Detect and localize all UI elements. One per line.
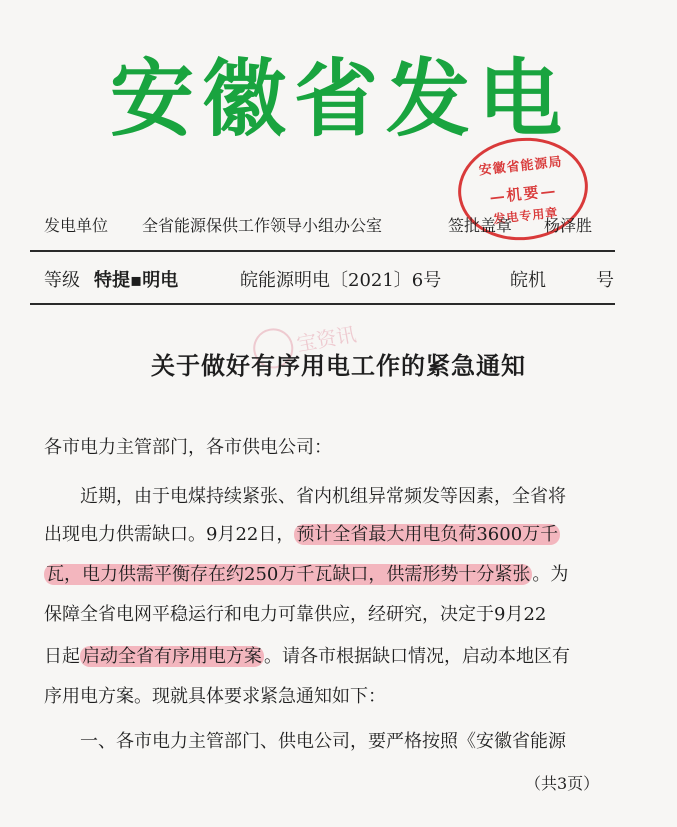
watermark-text: 宝资讯 <box>294 321 359 357</box>
number-label: 号 <box>596 270 614 291</box>
seal-line-2: —机要— <box>488 181 559 207</box>
sender-row <box>44 213 634 241</box>
signer-label: 签批盖章 <box>448 216 513 235</box>
sender-label: 发电单位 <box>44 216 109 235</box>
paragraph-line: 保障全省电网平稳运行和电力可靠供应，经研究，决定于9月22 <box>44 604 547 625</box>
level-value: 特提▪明电 <box>94 270 179 291</box>
paragraph-line: 近期，由于电煤持续紧张、省内机组异常频发等因素，全省将 <box>80 486 566 507</box>
salutation: 各市电力主管部门，各市供电公司： <box>44 437 332 458</box>
text-segment: 日起 <box>44 646 80 667</box>
highlighted-text: 瓦，电力供需平衡存在约250万千瓦缺口，供需形势十分紧张 <box>46 564 531 585</box>
doc-number: 皖能源明电〔2021〕6号 <box>240 270 442 291</box>
level-label: 等级 <box>44 270 80 291</box>
paragraph-line <box>44 642 570 672</box>
highlighted-text: 预计全省最大用电负荷3600万千 <box>296 524 559 545</box>
divider-top <box>30 250 615 252</box>
document-title: 关于做好有序用电工作的紧急通知 <box>151 351 526 380</box>
paragraph-line: 一、各市电力主管部门、供电公司，要严格按照《安徽省能源 <box>80 731 566 752</box>
seal-line-3: 发电专用章 <box>492 205 559 227</box>
document-header-title: 安徽省发电 <box>110 50 571 148</box>
meta-row <box>44 266 624 294</box>
seal-line-1: 安徽省能源局 <box>478 154 564 179</box>
text-segment: 出现电力供需缺口。9月22日， <box>44 524 295 545</box>
paragraph-line <box>44 560 568 590</box>
signer-name: 杨泽胜 <box>544 216 593 235</box>
text-segment: 。请各市根据缺口情况，启动本地区有 <box>264 646 570 667</box>
highlighted-text: 启动全省有序用电方案 <box>82 646 262 667</box>
text-segment: 。为 <box>532 564 569 585</box>
divider-bottom <box>30 303 615 305</box>
page-count: （共3页） <box>525 774 600 793</box>
paragraph-line: 序用电方案。现就具体要求紧急通知如下： <box>44 686 386 707</box>
sender-unit: 全省能源保供工作领导小组办公室 <box>142 216 383 235</box>
paragraph-line <box>44 520 560 550</box>
machine-label: 皖机 <box>510 270 546 291</box>
